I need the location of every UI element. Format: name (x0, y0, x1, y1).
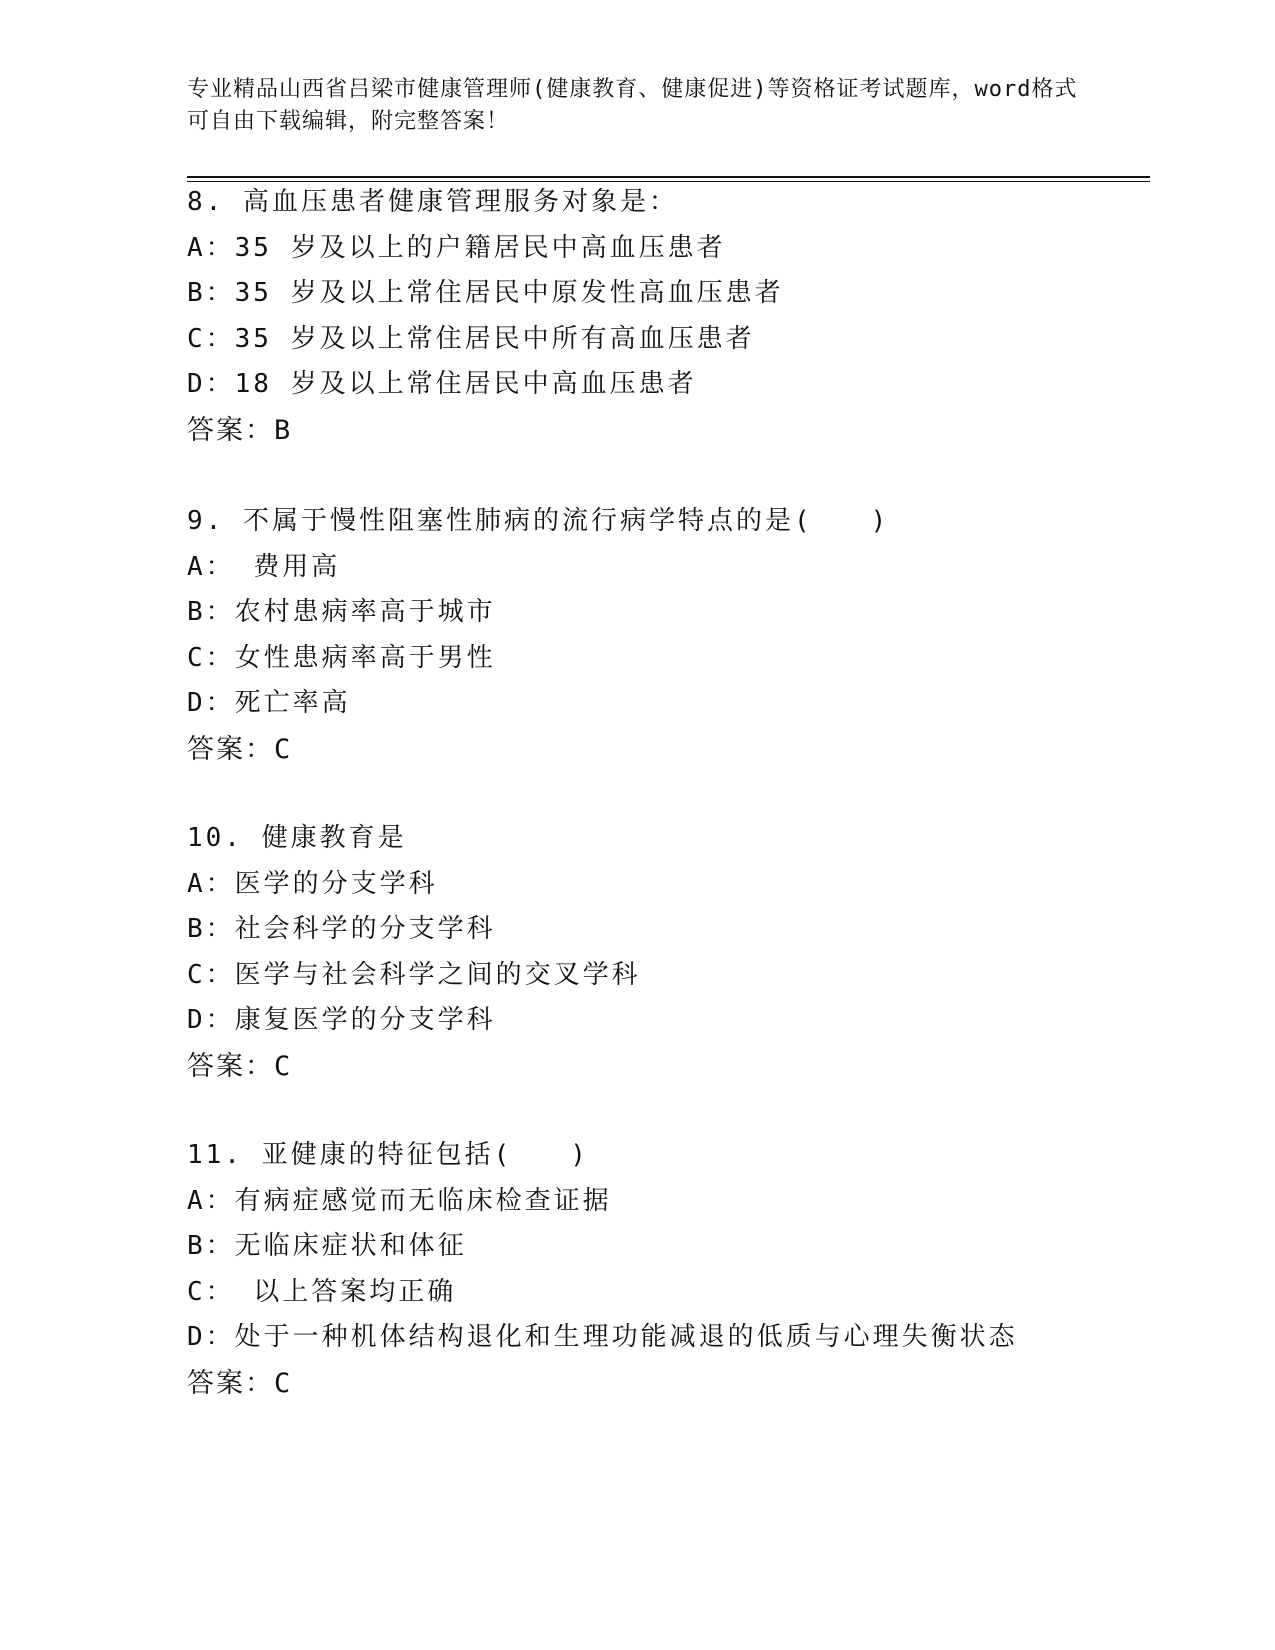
option-key: D： (187, 1005, 235, 1035)
option-key: A： (187, 232, 235, 263)
option-key: D： (187, 688, 235, 718)
option-text: 女性患病率高于男性 (234, 642, 496, 673)
option-key: C： (187, 959, 235, 990)
option-text: 35 岁及以上的户籍居民中高血压患者 (234, 232, 726, 263)
option-key: D： (187, 1322, 235, 1352)
option-d (187, 681, 1137, 727)
option-text: 35 岁及以上常住居民中所有高血压患者 (234, 323, 755, 354)
answer-line (187, 1044, 1137, 1090)
option-text: 无临床症状和体征 (234, 1231, 467, 1261)
option-key: C： (187, 323, 235, 354)
option-text: 社会科学的分支学科 (234, 914, 496, 944)
header-divider-thick (187, 176, 1150, 178)
answer-label: 答案： (187, 733, 274, 765)
question-number: 11. (187, 1140, 243, 1170)
question-text: 不属于慢性阻塞性肺病的流行病学特点的是( ) (242, 506, 890, 536)
option-key: B： (187, 1231, 235, 1261)
option-b (187, 907, 1137, 953)
option-d (187, 998, 1137, 1044)
option-key: A： (187, 551, 235, 582)
option-c (187, 636, 1137, 682)
option-a (187, 1179, 1137, 1225)
option-text: 有病症感觉而无临床检查证据 (234, 1185, 612, 1216)
option-key: B： (187, 597, 235, 627)
option-b (187, 590, 1137, 636)
question-stem (187, 180, 1137, 226)
answer-line (187, 727, 1137, 773)
option-key: D： (187, 369, 235, 399)
option-a (187, 226, 1137, 272)
answer-value: C (274, 1367, 293, 1399)
question-stem (187, 499, 1137, 545)
option-key: A： (187, 1185, 235, 1216)
answer-value: C (274, 733, 293, 765)
option-text: 死亡率高 (234, 688, 351, 718)
option-text: 农村患病率高于城市 (234, 597, 496, 627)
question-9 (187, 499, 1137, 772)
option-text: 35 岁及以上常住居民中原发性高血压患者 (234, 278, 784, 308)
answer-label: 答案： (187, 414, 274, 446)
option-a (187, 545, 1137, 591)
option-text: 医学与社会科学之间的交叉学科 (234, 959, 641, 990)
option-text: 费用高 (234, 551, 341, 582)
option-key: B： (187, 914, 235, 944)
answer-value: C (274, 1050, 293, 1082)
answer-line (187, 1361, 1137, 1407)
option-d (187, 362, 1137, 408)
option-text: 康复医学的分支学科 (234, 1005, 496, 1035)
question-text: 高血压患者健康管理服务对象是： (242, 187, 678, 217)
option-text: 处于一种机体结构退化和生理功能减退的低质与心理失衡状态 (234, 1322, 1018, 1352)
option-text: 医学的分支学科 (234, 868, 438, 899)
document-header: 专业精品山西省吕梁市健康管理师(健康教育、健康促进)等资格证考试题库，word格式可自由下载编辑，附完整答案！ (187, 77, 1078, 134)
option-b (187, 271, 1137, 317)
question-10 (187, 816, 1137, 1089)
answer-label: 答案： (187, 1367, 274, 1399)
option-key: C： (187, 1276, 235, 1307)
option-d (187, 1315, 1137, 1361)
answer-label: 答案： (187, 1050, 274, 1082)
question-number: 8. (187, 187, 225, 217)
question-text: 健康教育是 (261, 823, 407, 853)
option-c (187, 953, 1137, 999)
option-a (187, 862, 1137, 908)
option-key: C： (187, 642, 235, 673)
question-stem (187, 1133, 1137, 1179)
option-b (187, 1224, 1137, 1270)
option-c (187, 1270, 1137, 1316)
option-key: B： (187, 278, 235, 308)
option-c (187, 317, 1137, 363)
option-text: 18 岁及以上常住居民中高血压患者 (234, 369, 697, 399)
option-key: A： (187, 868, 235, 899)
question-8 (187, 180, 1137, 453)
answer-line (187, 408, 1137, 454)
question-text: 亚健康的特征包括( ) (261, 1140, 589, 1170)
option-text: 以上答案均正确 (234, 1276, 457, 1307)
question-stem (187, 816, 1137, 862)
answer-value: B (274, 414, 293, 446)
question-number: 10. (187, 823, 243, 853)
question-number: 9. (187, 506, 225, 536)
question-11 (187, 1133, 1137, 1406)
